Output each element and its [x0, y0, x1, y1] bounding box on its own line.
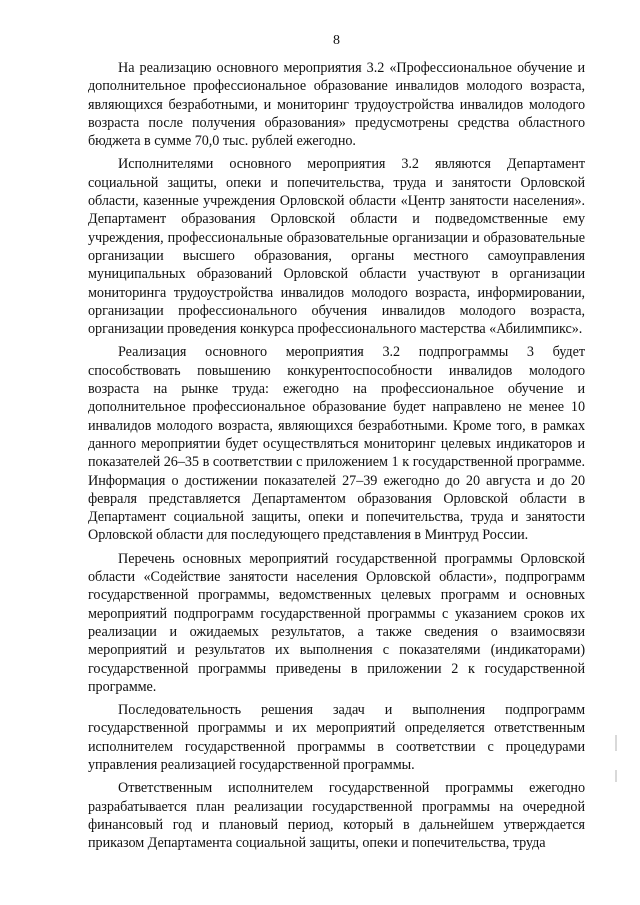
document-page — [88, 32, 585, 857]
paragraph-responsible-executor: Ответственным исполнителем государственной программы ежегодно разрабатывается план реализации государственной программы на очередной финансовый год и плановый период, который в дальнейшем утверждается приказом Департамента социальной защиты, опеки и попечительства, труда — [88, 780, 585, 852]
paragraph-funding: На реализацию основного мероприятия 3.2 «Профессиональное обучение и дополнительное профессиональное образование инвалидов молодого возраста, являющихся безработными, и мониторинг трудоустройства инвалидов молодого возраста после получения образования» предусмотрены средства областного бюджета в сумме 70,0 тыс. рублей ежегодно. — [88, 60, 585, 150]
page-number: 8 — [333, 33, 340, 48]
scan-margin-mark — [615, 770, 617, 782]
paragraph-implementation: Реализация основного мероприятия 3.2 подпрограммы 3 будет способствовать повышению конкурентоспособности инвалидов молодого возраста на рынке труда: ежегодно на профессиональное обучение и дополнительное профессиональное образование будет направлено не менее 10 инвалидов молодого возраста, являющихся безработными. Кроме того, в рамках данного мероприятии будет осуществляться мониторинг целевых индикаторов и показателей 26–35 в соответствии с приложением 1 к государственной программе. Информация о достижении показателей 27–39 ежегодно до 20 августа и до 20 февраля представляется Департаментом образования Орловской области в Департамент социальной защиты, опеки и попечительства, труда и занятости Орловской области для последующего представления в Минтруд России. — [88, 344, 585, 544]
paragraph-executors: Исполнителями основного мероприятия 3.2 являются Департамент социальной защиты, опеки и попечительства, труда и занятости Орловской области, казенные учреждения Орловской области «Центр занятости населения». Департамент образования Орловской области и подведомственные ему учреждения, профессиональные образовательные организации и образовательные организации высшего образования, органы местного самоуправления муниципальных образований Орловской области участвуют в организации мониторинга трудоустройства инвалидов молодого возраста, информировании, организации профессионального обучения инвалидов молодого возраста, организации проведения конкурса профессионального мастерства «Абилимпикс». — [88, 156, 585, 338]
paragraph-sequence: Последовательность решения задач и выполнения подпрограмм государственной программы и их мероприятий определяется ответственным исполнителем государственной программы в соответствии с процедурами управления реализацией государственной программы. — [88, 702, 585, 773]
paragraph-list-of-measures: Перечень основных мероприятий государственной программы Орловской области «Содействие занятости населения Орловской области», подпрограмм государственной программы, ведомственных целевых программ и основных мероприятий подпрограмм государственной программы с указанием сроков их реализации и ожидаемых результатов, а также сведения о взаимосвязи мероприятий и результатов их выполнения с показателями (индикаторами) государственной программы приведены в приложении 2 к государственной программе. — [88, 550, 585, 695]
scan-margin-mark — [615, 735, 617, 751]
